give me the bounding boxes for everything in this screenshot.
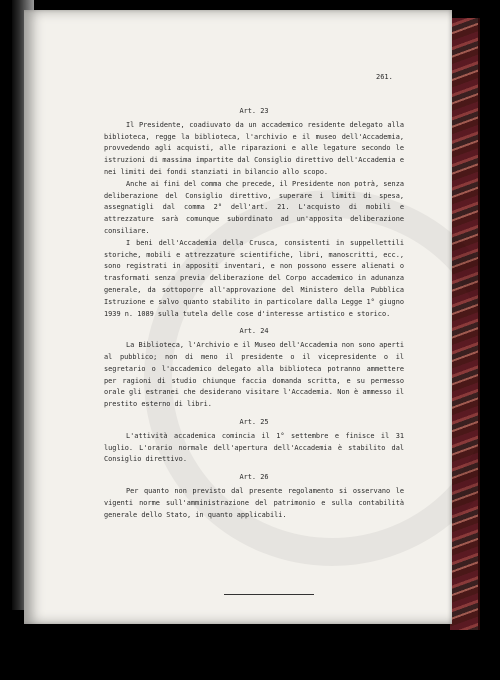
paragraph: Per quanto non previsto dal presente regolamento si osservano le vigenti norme sull'amministrazione del patrimonio e sulla contabilità generale dello Stato, in quanto applicabili. bbox=[104, 486, 404, 519]
document-page bbox=[24, 10, 452, 624]
article-heading: Art. 24 bbox=[239, 327, 269, 336]
paragraph: I beni dell'Accademia della Crusca, consistenti in suppellettili storiche, mobili e attrezzature scientifiche, libri, manoscritti, ecc., sono registrati in appositi inventari, e non possono essere alienati o trasformati senza previa deliberazione del Corpo accademico in adunanza generale, da sottoporre all'approvazione del Ministero della Pubblica Istruzione e salvo quanto stabilito in particolare dalla Legge 1° giugno 1939 n. 1089 sulla tutela delle cose d'interesse artistico e storico. bbox=[104, 238, 404, 318]
paragraph: Anche ai fini del comma che precede, il Presidente non potrà, senza deliberazione del Consiglio direttivo, superare i limiti di spesa, assegnatigli dal comma 2° dell'art. 21. L'acquisto di mobili e attrezzature sarà comunque subordinato ad un'apposita deliberazione consiliare. bbox=[104, 179, 404, 235]
paragraph: Il Presidente, coadiuvato da un accademico residente delegato alla biblioteca, regge la biblioteca, l'archivio e il museo dell'Accademia, provvedendo agli acquisti, alle riparazioni e alle legature secondo le istruzioni di massima impartite dal Consiglio direttivo dell'Accademia e nei limiti dei fondi stanziati in bilancio allo scopo. bbox=[104, 120, 404, 176]
document-body bbox=[104, 106, 404, 521]
article-heading: Art. 23 bbox=[239, 107, 269, 115]
paragraph: La Biblioteca, l'Archivio e il Museo dell'Accademia non sono aperti al pubblico; non di meno il presidente o il vicepresidente o il segretario o l'accademico delegato alla biblioteca potranno ammettere per ragioni di studio chiunque faccia domanda scritta, e su permesso orale gli estranei che desiderano visitare l'Accademia. Non è ammesso il prestito esterno di libri. bbox=[104, 341, 404, 409]
paragraph: L'attività accademica comincia il 1° settembre e finisce il 31 luglio. L'orario normale dell'apertura dell'Accademia è stabilito dal Consiglio direttivo. bbox=[104, 431, 404, 464]
closing-rule bbox=[224, 594, 314, 595]
article-heading: Art. 25 bbox=[239, 417, 269, 426]
article-heading: Art. 26 bbox=[239, 473, 269, 482]
page-number: 261. bbox=[376, 73, 393, 81]
